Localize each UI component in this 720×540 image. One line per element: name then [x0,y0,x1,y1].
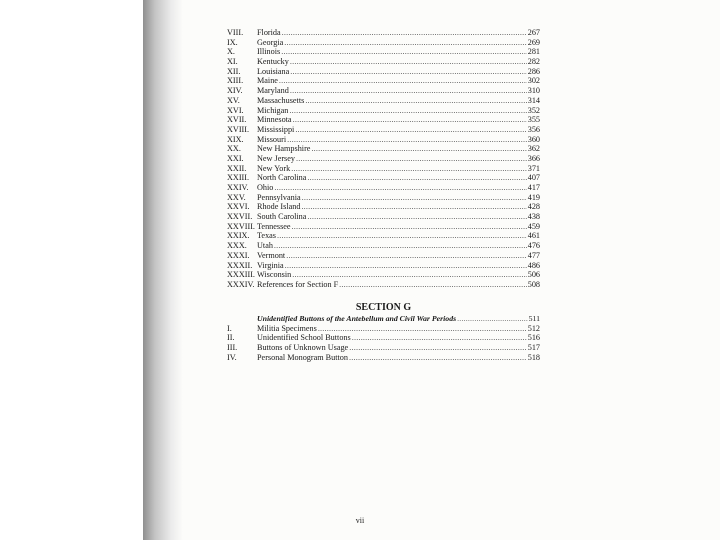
leader-dots [292,270,526,280]
toc-entry [227,86,540,96]
leader-dots [279,76,527,86]
entry-number: III. [227,342,238,352]
entry-page: 461 [527,231,540,241]
entry-number: XXVI. [227,202,250,212]
entry-page: 360 [527,134,540,144]
spine-shadow [143,0,183,540]
section-g-list [227,324,540,363]
entry-number: XXIII. [227,173,250,183]
leader-dots [291,164,527,174]
leader-dots [311,144,526,154]
entry-number: XIX. [227,134,244,144]
entry-page: 281 [527,47,540,57]
entry-page: 477 [527,250,540,260]
entry-number: XI. [227,57,238,67]
entry-number: XIV. [227,86,243,96]
toc-entry [227,343,540,353]
entry-page: 459 [527,221,540,231]
entry-number: II. [227,333,235,343]
entry-title: Texas [257,231,276,241]
entry-number: XXX. [227,241,247,251]
entry-page: 428 [527,202,540,212]
entry-number: XVI. [227,105,244,115]
entry-title: New York [257,163,291,173]
toc-entry [227,251,540,261]
leader-dots [352,333,527,343]
entry-page: 419 [527,192,540,202]
section-g-heading: SECTION G [355,301,412,313]
toc-entry [227,324,540,334]
entry-page: 486 [527,260,540,270]
entry-title: Georgia [257,37,284,47]
entry-title: Kentucky [257,57,289,67]
section-g-subtitle-page: 511 [528,313,540,323]
entry-title: New Jersey [257,153,295,163]
entry-page: 286 [527,66,540,76]
entry-page: 310 [527,86,540,96]
section-g-subtitle [227,314,540,324]
leader-dots [295,125,526,135]
entry-page: 371 [527,163,540,173]
toc-entry [227,135,540,145]
toc-entry [227,28,540,38]
entry-title: Mississippi [257,124,295,134]
entry-number: VIII. [227,28,244,37]
leader-dots [457,314,527,324]
entry-page: 417 [527,183,540,192]
entry-page: 362 [527,144,540,154]
leader-dots [293,115,527,125]
leader-dots [287,135,527,145]
section-f-list [227,28,540,290]
leader-dots [307,173,526,183]
entry-number: XXXI. [227,250,250,260]
entry-number: XIII. [227,76,244,86]
entry-title: Maryland [257,86,289,96]
entry-page: 314 [527,95,540,105]
entry-title: Ohio [257,183,274,192]
toc-entry [227,212,540,222]
toc-entry [227,261,540,271]
entry-title: Louisiana [257,66,290,76]
entry-page: 352 [527,105,540,115]
leader-dots [281,47,527,57]
toc-entry [227,231,540,241]
entry-number: XXXIV. [227,279,255,289]
entry-title: Rhode Island [257,202,301,212]
entry-title: Virginia [257,260,284,270]
entry-page: 407 [527,173,540,183]
entry-page: 302 [527,76,540,86]
entry-number: X. [227,47,235,57]
entry-title: New Hampshire [257,144,311,154]
toc-entry [227,183,540,193]
leader-dots [290,67,526,77]
entry-page: 517 [527,342,540,352]
page-number: vii [355,516,365,525]
toc-entry [227,193,540,203]
leader-dots [349,343,527,353]
entry-page: 282 [527,57,540,67]
leader-dots [292,222,527,232]
toc-entry [227,144,540,154]
entry-title: Illinois [257,47,281,57]
entry-number: I. [227,323,232,333]
leader-dots [290,86,527,96]
toc-entry [227,67,540,77]
entry-number: XX. [227,144,241,154]
entry-page: 267 [527,28,540,37]
entry-title: Massachusetts [257,95,305,105]
leader-dots [296,154,527,164]
entry-title: References for Section F [257,279,339,289]
toc-entry [227,47,540,57]
table-of-contents [227,28,540,362]
leader-dots [282,28,527,38]
entry-title: Militia Specimens [257,323,317,333]
entry-title: Maine [257,76,278,86]
entry-title: Personal Monogram Button [257,352,348,362]
entry-number: XXVII. [227,212,253,222]
entry-title: North Carolina [257,173,307,183]
toc-entry [227,353,540,363]
entry-page: 516 [527,333,540,343]
leader-dots [286,251,527,261]
entry-page: 366 [527,153,540,163]
entry-number: XXXII. [227,260,253,270]
entry-title: Pennsylvania [257,192,301,202]
leader-dots [305,96,526,106]
leader-dots [290,57,527,67]
leader-dots [301,202,526,212]
toc-entry [227,173,540,183]
toc-entry [227,241,540,251]
toc-entry [227,76,540,86]
toc-entry [227,333,540,343]
entry-number: XXIV. [227,183,249,192]
leader-dots [285,261,527,271]
toc-entry [227,125,540,135]
entry-page: 476 [527,241,540,251]
entry-page: 269 [527,37,540,47]
entry-page: 506 [527,270,540,280]
leader-dots [307,212,526,222]
entry-page: 518 [527,352,540,362]
entry-title: Vermont [257,250,286,260]
toc-entry [227,222,540,232]
toc-entry [227,280,540,290]
entry-page: 512 [527,323,540,333]
toc-entry [227,164,540,174]
entry-title: Michigan [257,105,289,115]
leader-dots [349,353,527,363]
entry-number: IX. [227,37,238,47]
entry-number: XVIII. [227,124,250,134]
entry-number: XII. [227,66,241,76]
toc-entry [227,38,540,48]
entry-title: Unidentified School Buttons [257,333,351,343]
entry-title: Tennessee [257,221,291,231]
leader-dots [274,183,526,193]
entry-title: Missouri [257,134,287,144]
entry-number: XXVIII. [227,221,255,231]
toc-entry [227,202,540,212]
entry-number: XXII. [227,163,247,173]
section-g-subtitle-text: Unidentified Buttons of the Antebellum and Civil War Periods [257,313,457,323]
entry-number: XVII. [227,115,247,125]
entry-page: 508 [527,279,540,289]
leader-dots [302,193,527,203]
entry-title: South Carolina [257,212,307,222]
toc-entry [227,96,540,106]
entry-title: Buttons of Unknown Usage [257,342,349,352]
entry-page: 355 [527,115,540,125]
entry-title: Wisconsin [257,270,292,280]
leader-dots [339,280,527,290]
entry-title: Minnesota [257,115,292,125]
toc-entry [227,270,540,280]
leader-dots [274,241,527,251]
entry-title: Florida [257,28,281,37]
toc-entry [227,154,540,164]
entry-number: XXXIII. [227,270,255,280]
entry-number: XXI. [227,153,244,163]
entry-number: XXIX. [227,231,250,241]
leader-dots [318,324,527,334]
leader-dots [277,231,527,241]
entry-title: Utah [257,241,273,251]
toc-entry [227,115,540,125]
toc-entry [227,57,540,67]
leader-dots [289,106,526,116]
leader-dots [284,38,526,48]
entry-page: 438 [527,212,540,222]
entry-page: 356 [527,124,540,134]
toc-entry [227,106,540,116]
entry-number: XXV. [227,192,246,202]
entry-number: IV. [227,352,237,362]
entry-number: XV. [227,95,240,105]
